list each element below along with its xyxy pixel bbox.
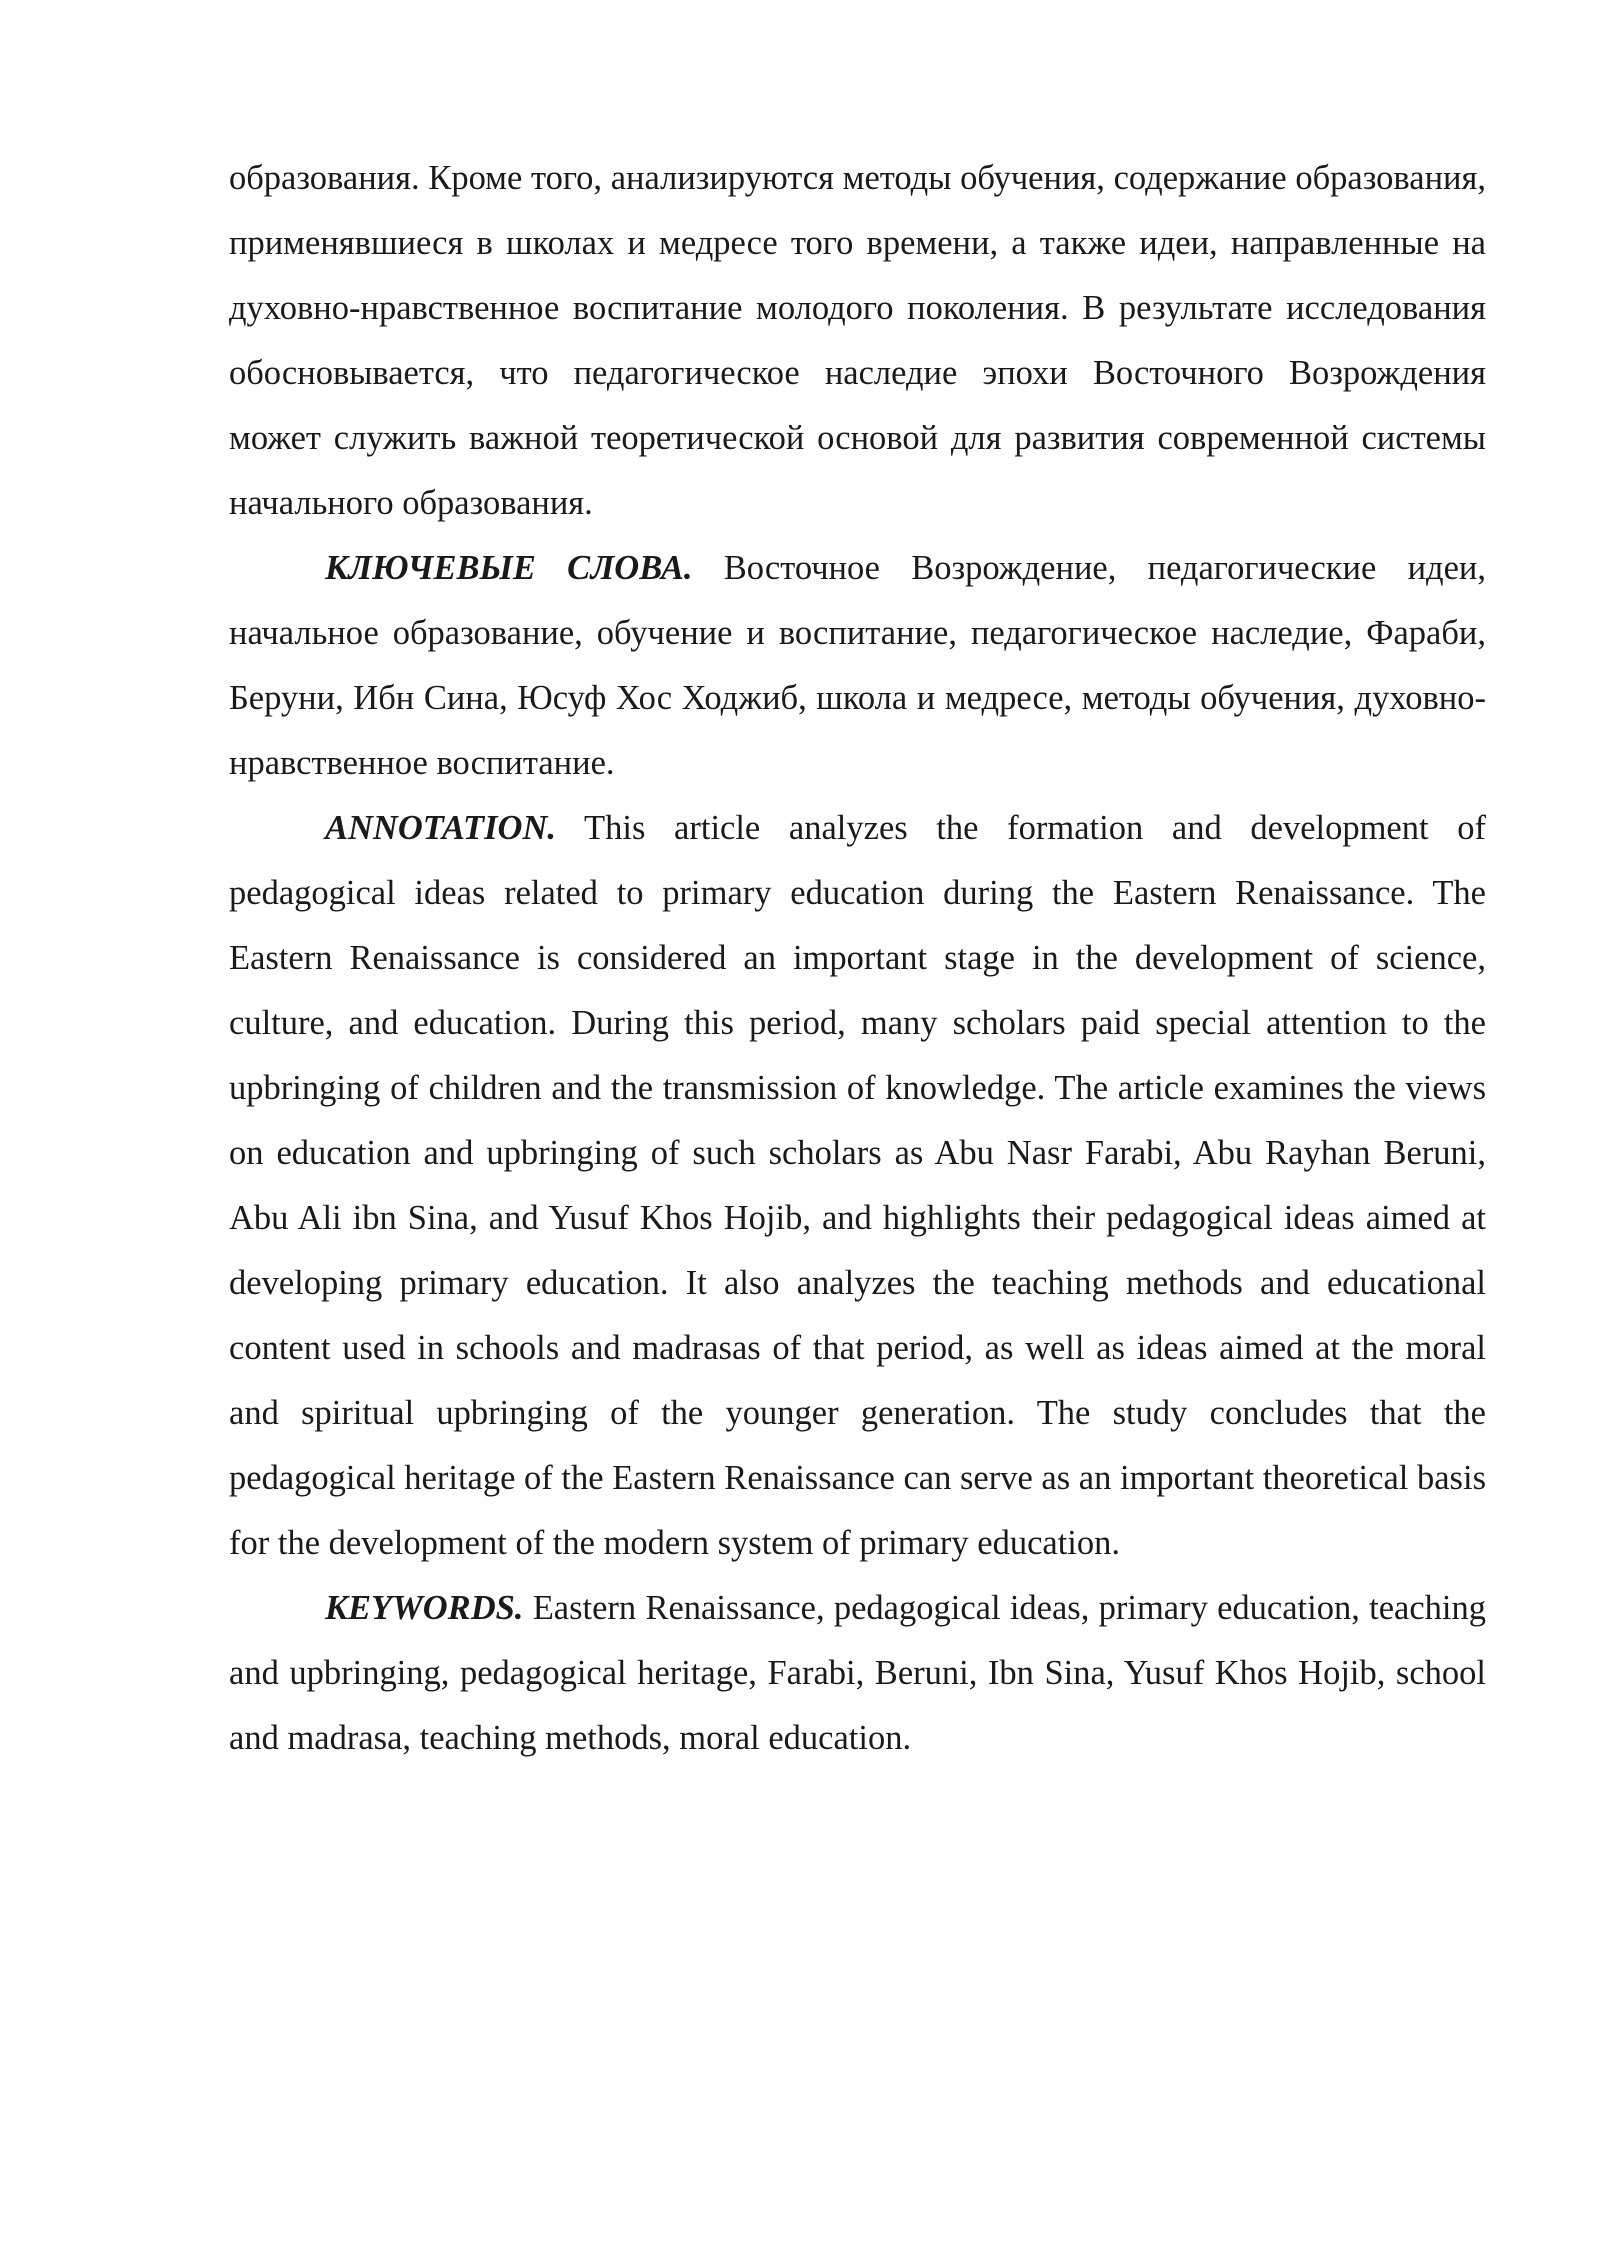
en-annotation-text: This article analyzes the formation and development of pedagogical ideas related to primary education during the Eastern Renaissance. The Eastern Renaissance is considered an important stage in the development of science, culture, and education. During this period, many scholars paid special attention to the upbringing of children and the transmission of knowledge. The article examines the views on education and upbringing of such scholars as Abu Nasr Farabi, Abu Rayhan Beruni, Abu Ali ibn Sina, and Yusuf Khos Hojib, and highlights their pedagogical ideas aimed at developing primary education. It also analyzes the teaching methods and educational content used in schools and madrasas of that period, as well as ideas aimed at the moral and spiritual upbringing of the younger generation. The study concludes that the pedagogical heritage of the Eastern Renaissance can serve as an important theoretical basis for the development of the modern system of primary education. [229, 809, 1486, 1562]
ru-keywords-label: КЛЮЧЕВЫЕ СЛОВА. [325, 549, 693, 587]
document-body [229, 146, 1486, 1771]
en-annotation-paragraph [229, 796, 1486, 1576]
ru-abstract-continuation: образования. Кроме того, анализируются методы обучения, содержание образования, применявшиеся в школах и медресе того времени, а также идеи, направленные на духовно-нравственное воспитание молодого поколения. В результате исследования обосновывается, что педагогическое наследие эпохи Восточного Возрождения может служить важной теоретической основой для развития современной системы начального образования. [229, 159, 1486, 522]
ru-keywords-paragraph [229, 536, 1486, 796]
ru-keywords-text: Восточное Возрождение, педагогические идеи, начальное образование, обучение и воспитание, педагогическое наследие, Фараби, Беруни, Ибн Сина, Юсуф Хос Ходжиб, школа и медресе, методы обучения, духовно-нравственное воспитание. [229, 549, 1486, 782]
en-annotation-label: ANNOTATION. [325, 809, 556, 847]
en-keywords-label: KEYWORDS. [325, 1589, 524, 1627]
en-keywords-paragraph [229, 1576, 1486, 1771]
en-keywords-text: Eastern Renaissance, pedagogical ideas, primary education, teaching and upbringing, pedagogical heritage, Farabi, Beruni, Ibn Sina, Yusuf Khos Hojib, school and madrasa, teaching methods, moral education. [229, 1589, 1486, 1757]
